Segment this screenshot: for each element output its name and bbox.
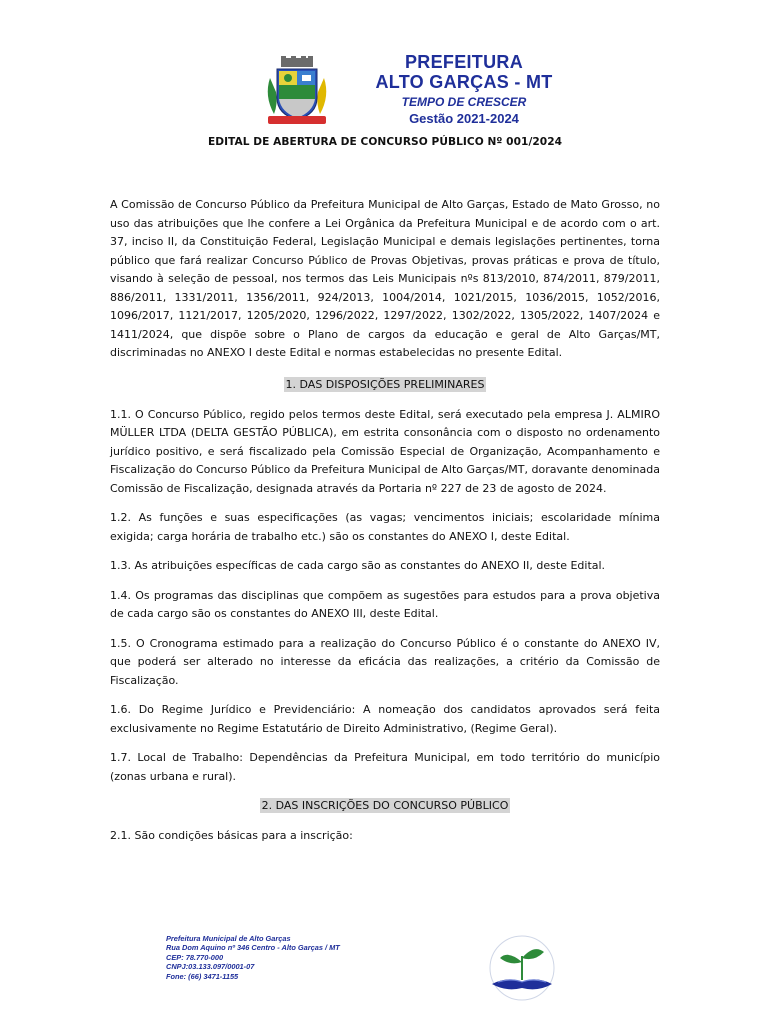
sprout-hands-logo-icon (478, 932, 566, 1002)
intro-paragraph: A Comissão de Concurso Público da Prefeitura Municipal de Alto Garças, Estado de Mato Grosso, no uso das atribuições que lhe confere a Lei Orgânica da Prefeitura Municipal e de acordo com o art. 37, inciso II, da Constituição Federal, Legislação Municipal e demais legislações pertinentes, torna público que fará realizar Concurso Público de Provas Objetivas, provas práticas e prova de título, visando à seleção de pessoal, nos termos das Leis Municipais nºs 813/2010, 874/2011, 879/2011, 886/2011, 1331/2011, 1356/2011, 924/2013, 1004/2014, 1021/2015, 1036/2015, 1052/2016, 1096/2017, 1121/2017, 1205/2020, 1296/2022, 1297/2022, 1302/2022, 1305/2022, 1407/2024 e 1411/2024, que dispõe sobre o Plano de cargos da educação e geral de Alto Garças/MT, discriminadas no ANEXO I deste Edital e normas estabelecidas no presente Edital. (110, 198, 660, 359)
footer-contact (166, 934, 386, 981)
footer-name: Prefeitura Municipal de Alto Garças (166, 934, 291, 943)
clause-1-7: 1.7. Local de Trabalho: Dependências da Prefeitura Municipal, em todo território do município (zonas urbana e rural). (110, 751, 660, 783)
clause-1-3: 1.3. As atribuições específicas de cada cargo são as constantes do ANEXO II, deste Edital. (110, 559, 606, 572)
clause-1-4: 1.4. Os programas das disciplinas que compõem as sugestões para estudos para a prova objetiva de cada cargo são os constantes do ANEXO III, deste Edital. (110, 588, 660, 620)
footer-phone: Fone: (66) 3471-1155 (166, 971, 239, 981)
document-body (110, 196, 660, 857)
brand-term: Gestão 2021-2024 (409, 111, 519, 126)
footer-address: Rua Dom Aquino nº 346 Centro - Alto Garças / MT (166, 943, 340, 953)
section-1-heading-text: 1. DAS DISPOSIÇÕES PRELIMINARES (285, 377, 485, 391)
brand-line-2: ALTO GARÇAS - MT (375, 72, 553, 92)
document-title: EDITAL DE ABERTURA DE CONCURSO PÚBLICO Nº 001/2024 (207, 136, 563, 148)
section-1-heading (110, 376, 660, 394)
clause-1-2: 1.2. As funções e suas especificações (as vagas; vencimentos iniciais; escolaridade mínima exigida; carga horária de trabalho etc.) são os constantes do ANEXO I, deste Edital. (110, 511, 660, 543)
clause-1-5: 1.5. O Cronograma estimado para a realização do Concurso Público é o constante do ANEXO IV, que poderá ser alterado no interesse da eficácia das realizações, a critério da Comissão de Fiscalização. (110, 636, 660, 687)
brand-slogan: TEMPO DE CRESCER (401, 95, 527, 109)
clause-1-6: 1.6. Do Regime Jurídico e Previdenciário: A nomeação dos candidatos aprovados será feita exclusivamente no Regime Estatutário de Direito Administrativo, (Regime Geral). (110, 703, 660, 735)
municipal-crest-icon (264, 56, 330, 126)
section-2-heading-text: 2. DAS INSCRIÇÕES DO CONCURSO PÚBLICO (261, 799, 509, 812)
clause-2-1: 2.1. São condições básicas para a inscrição: (110, 829, 353, 842)
footer-cep: CEP: 78.770-000 (166, 952, 224, 962)
clause-1-1: 1.1. O Concurso Público, regido pelos termos deste Edital, será executado pela empresa J. ALMIRO MÜLLER LTDA (DELTA GESTÃO PÚBLICA), em estrita consonância com o disposto no ordenamento jurídico positivo, e será fiscalizado pela Comissão Especial de Organização, Acompanhamento e Fiscalização do Concurso Público da Prefeitura Municipal de Alto Garças/MT, doravante denominada Comissão de Fiscalização, designada através da Portaria nº 227 de 23 de agosto de 2024. (110, 407, 660, 495)
brand-line-1: PREFEITURA (404, 52, 523, 72)
footer-cnpj: CNPJ:03.133.097/0001-07 (166, 962, 255, 972)
section-2-heading (110, 797, 660, 815)
prefeitura-brand (334, 52, 594, 127)
